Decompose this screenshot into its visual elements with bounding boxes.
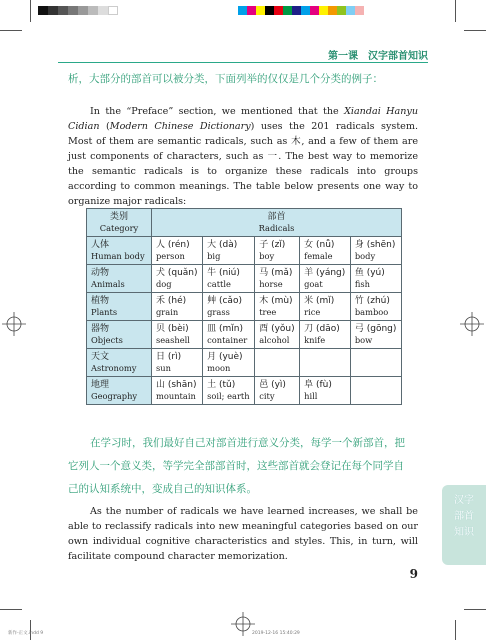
radical-meaning: female	[304, 251, 333, 261]
category-cell	[87, 377, 152, 405]
gray-calibration-bar	[38, 6, 118, 15]
radical-char: 阜 (fù)	[304, 380, 332, 390]
table-row	[87, 265, 402, 293]
radical-cell	[300, 349, 351, 377]
crop-mark	[0, 30, 22, 31]
radical-cell	[203, 349, 255, 377]
radical-char: 弓 (gōng)	[354, 324, 397, 334]
crop-mark	[464, 609, 486, 610]
radical-char: 身 (shēn)	[354, 240, 396, 250]
radical-char: 酉 (yǒu)	[259, 324, 295, 334]
radical-char: 马 (mǎ)	[259, 268, 293, 278]
radical-meaning: moon	[207, 363, 231, 373]
category-en: Human body	[91, 251, 145, 261]
category-en: Geography	[91, 391, 138, 401]
radical-cell	[203, 293, 255, 321]
radical-char: 刀 (dāo)	[304, 324, 340, 334]
preface-paragraph: In the “Preface” section, we mentioned that the Xiandai Hanyu Cidian (Modern Chinese Dictionary) uses the 201 radicals system. Most of them are semantic radicals, such as 木, and a few of them are just components of characters, such as 一. The best way to memorize the semantic radicals is to organize these radicals into groups according to common meanings. The table below presents one way to organize major radicals:	[68, 106, 418, 207]
color-calibration-bar	[238, 6, 364, 15]
header-rule	[58, 62, 428, 63]
footer-file: 新作-正文.indd 9	[8, 631, 44, 636]
chapter-side-tab	[442, 485, 486, 565]
radical-cell	[152, 349, 203, 377]
radical-char: 牛 (niú)	[207, 268, 240, 278]
radical-meaning: dog	[156, 279, 172, 289]
radical-meaning: soil; earth	[207, 391, 250, 401]
radical-char: 大 (dà)	[207, 240, 238, 250]
radical-cell	[152, 293, 203, 321]
radical-meaning: grass	[207, 307, 230, 317]
radicals-header: 部首 Radicals	[152, 209, 402, 237]
category-cell	[87, 265, 152, 293]
radical-meaning: body	[354, 251, 376, 261]
table-row	[87, 293, 402, 321]
radical-cell	[203, 321, 255, 349]
radical-char: 日 (rì)	[156, 352, 182, 362]
crop-mark	[464, 30, 486, 31]
category-en: Animals	[91, 279, 125, 289]
table-row	[87, 349, 402, 377]
side-tab-label: 汉字部首知识	[454, 495, 474, 538]
radical-char: 山 (shān)	[156, 380, 197, 390]
chinese-paragraph: 在学习时，我们最好自己对部首进行意义分类，每学一个新部首，把 它列人一个意义类，等学完全部部首时，这些部首就会登记在每个同学自 己的认知系统中，变成自己的知识体系。	[68, 437, 405, 495]
radical-meaning: fish	[354, 279, 370, 289]
radical-meaning: mountain	[156, 391, 196, 401]
radical-char: 羊 (yáng)	[304, 268, 346, 278]
category-zh: 天文	[91, 352, 110, 362]
radical-cell	[152, 377, 203, 405]
radical-cell	[152, 321, 203, 349]
radicals-table	[86, 208, 402, 405]
radical-meaning: bow	[354, 335, 373, 345]
radical-meaning: big	[207, 251, 221, 261]
radical-cell	[300, 293, 351, 321]
category-zh: 植物	[91, 296, 110, 306]
radical-char: 人 (rén)	[156, 240, 190, 250]
radical-char: 贝 (bèi)	[156, 324, 189, 334]
radical-cell	[255, 377, 300, 405]
radical-char: 鱼 (yú)	[354, 268, 385, 278]
radical-char: 女 (nǚ)	[304, 240, 335, 250]
table-row	[87, 377, 402, 405]
table-row	[87, 237, 402, 265]
radical-cell	[300, 321, 351, 349]
radical-meaning: grain	[156, 307, 179, 317]
radical-cell	[350, 237, 401, 265]
category-en: Plants	[91, 307, 118, 317]
page-number: 9	[409, 567, 418, 581]
radical-cell	[255, 237, 300, 265]
category-cell	[87, 349, 152, 377]
radical-char: 月 (yuè)	[207, 352, 243, 362]
crop-mark	[455, 620, 456, 640]
radical-meaning: person	[156, 251, 185, 261]
radical-meaning: boy	[259, 251, 275, 261]
radical-char: 犬 (quǎn)	[156, 268, 198, 278]
radical-cell	[152, 265, 203, 293]
footer-timestamp: 2019-12-16 15:40:29	[252, 631, 300, 636]
radical-cell	[255, 321, 300, 349]
radical-meaning: knife	[304, 335, 326, 345]
crop-mark	[0, 609, 22, 610]
category-zh: 地理	[91, 380, 110, 390]
category-en: Objects	[91, 335, 123, 345]
registration-mark	[2, 312, 26, 336]
radical-cell	[203, 265, 255, 293]
intro-chinese-line: 析，大部分的部首可以被分类，下面列举的仅仅是几个分类的例子：	[68, 73, 383, 85]
radical-char: 禾 (hé)	[156, 296, 187, 306]
radical-meaning: cattle	[207, 279, 231, 289]
radical-cell	[300, 377, 351, 405]
category-zh: 人体	[91, 240, 110, 250]
radical-cell	[255, 265, 300, 293]
radical-meaning: seashell	[156, 335, 190, 345]
radical-meaning: hill	[304, 391, 318, 401]
radical-char: 皿 (mǐn)	[207, 324, 243, 334]
radical-cell	[255, 349, 300, 377]
radical-cell	[300, 237, 351, 265]
category-zh: 动物	[91, 268, 110, 278]
radical-char: 竹 (zhú)	[354, 296, 390, 306]
radical-meaning: rice	[304, 307, 321, 317]
radical-meaning: tree	[259, 307, 277, 317]
radical-meaning: container	[207, 335, 248, 345]
radical-cell	[350, 349, 401, 377]
radical-meaning: sun	[156, 363, 171, 373]
running-header: 第一课 汉字部首知识	[328, 51, 428, 62]
radical-char: 木 (mù)	[259, 296, 293, 306]
radical-cell	[300, 265, 351, 293]
category-cell	[87, 237, 152, 265]
crop-mark	[455, 0, 456, 22]
table-row	[87, 321, 402, 349]
radical-meaning: goat	[304, 279, 323, 289]
radical-char: 土 (tǔ)	[207, 380, 236, 390]
radical-char: 米 (mǐ)	[304, 296, 335, 306]
radical-cell	[350, 377, 401, 405]
radical-cell	[350, 265, 401, 293]
radical-meaning: alcohol	[259, 335, 290, 345]
radical-cell	[350, 321, 401, 349]
radical-char: 邑 (yì)	[259, 380, 286, 390]
category-zh: 器物	[91, 324, 110, 334]
radical-char: 子 (zǐ)	[259, 240, 286, 250]
radical-cell	[152, 237, 203, 265]
crop-mark	[30, 0, 31, 22]
radical-meaning: horse	[259, 279, 283, 289]
category-cell	[87, 293, 152, 321]
registration-mark	[460, 312, 484, 336]
radical-char: 艸 (cǎo)	[207, 296, 242, 306]
radical-meaning: city	[259, 391, 275, 401]
table-header-row	[87, 209, 402, 237]
radical-cell	[350, 293, 401, 321]
radical-cell	[203, 377, 255, 405]
category-en: Astronomy	[91, 363, 137, 373]
radical-cell	[255, 293, 300, 321]
radical-cell	[203, 237, 255, 265]
category-cell	[87, 321, 152, 349]
closing-paragraph: As the number of radicals we have learned increases, we shall be able to reclassify radicals into new meaningful categories based on our own individual cognitive characteristics and styles. This, in turn, will facilitate compound character memorization.	[68, 506, 418, 562]
radical-meaning: bamboo	[354, 307, 389, 317]
category-header: 类别 Category	[87, 209, 152, 237]
